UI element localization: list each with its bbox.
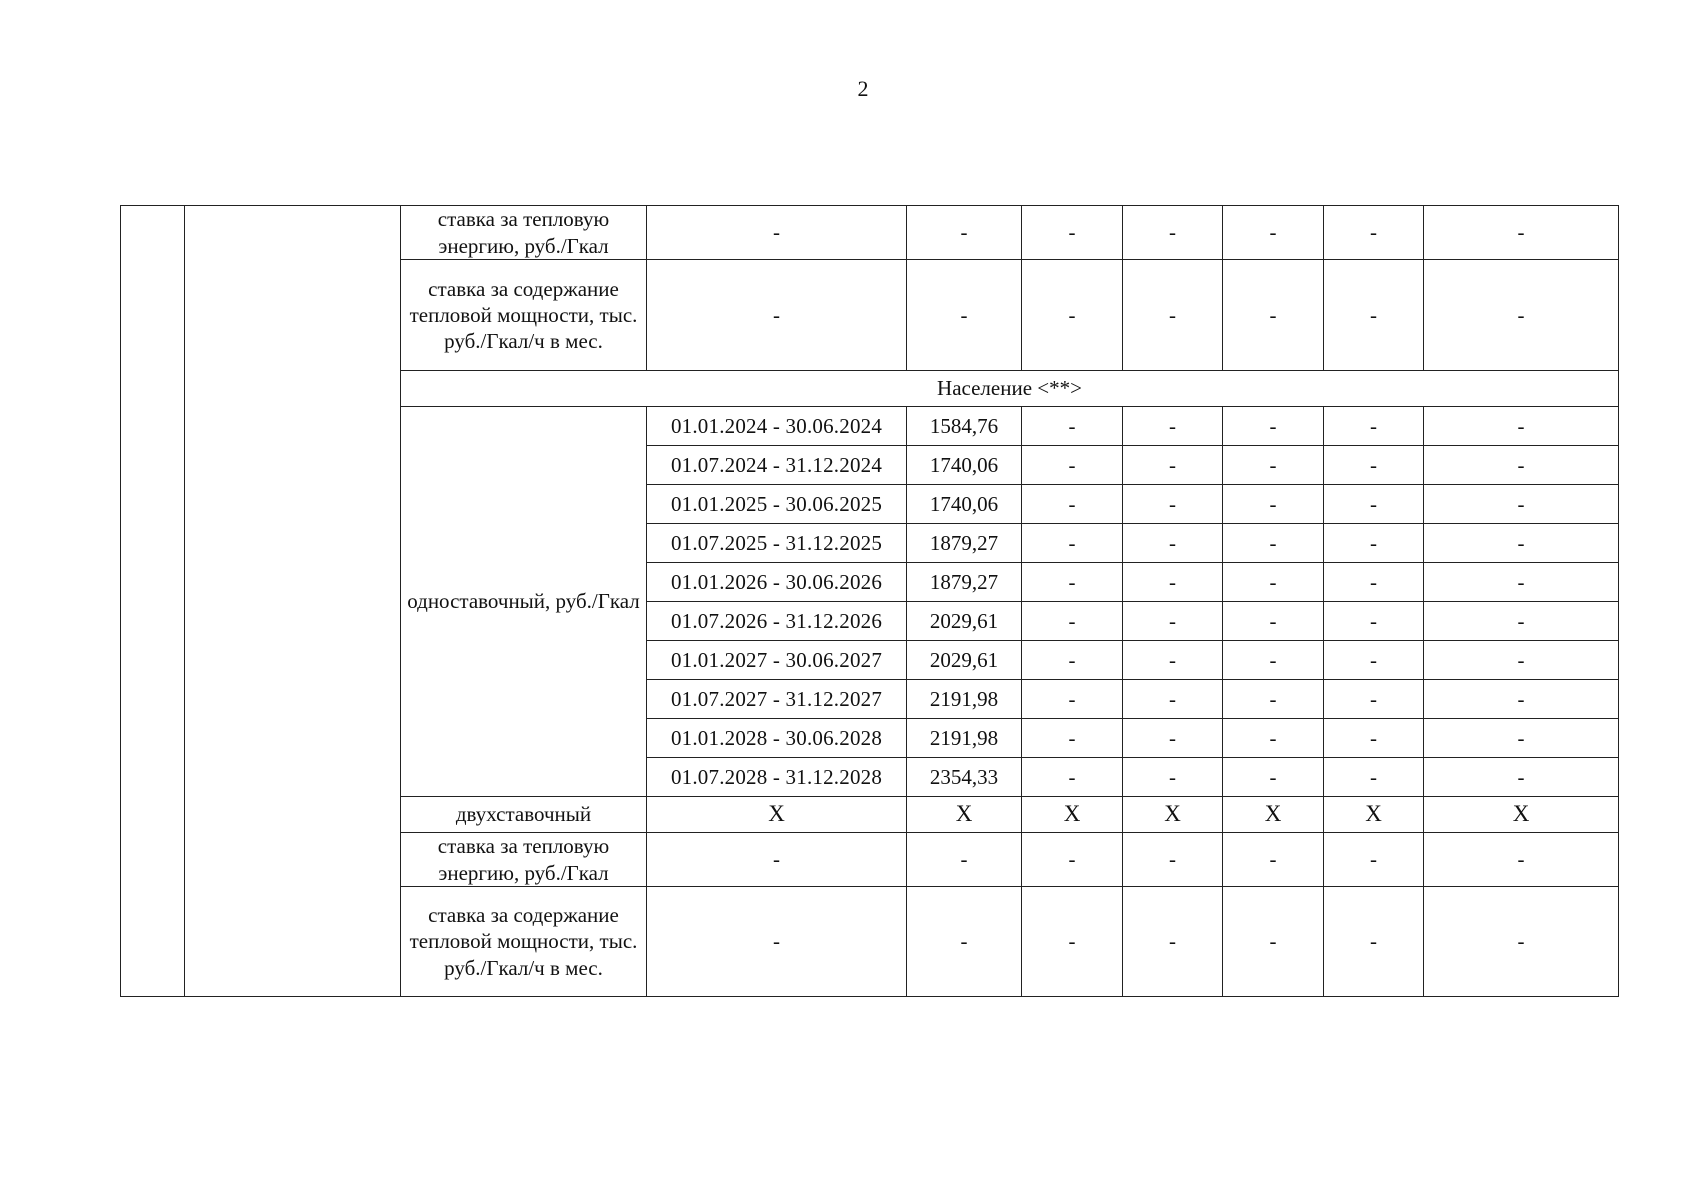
x-cell: X	[647, 797, 907, 833]
dash-cell: -	[1223, 563, 1324, 602]
dash-cell: -	[1223, 680, 1324, 719]
dash-cell: -	[907, 833, 1022, 887]
tariff-value-cell: 2029,61	[907, 602, 1022, 641]
row-label-capacity-rate: ставка за содержание тепловой мощности, тыс. руб./Гкал/ч в мес.	[401, 887, 647, 997]
dash-cell: -	[1324, 407, 1424, 446]
dash-cell: -	[1324, 641, 1424, 680]
dash-cell: -	[1022, 602, 1123, 641]
dash-cell: -	[1223, 833, 1324, 887]
dash-cell: -	[1424, 563, 1619, 602]
dash-cell: -	[1022, 485, 1123, 524]
dash-cell: -	[1223, 602, 1324, 641]
dash-cell: -	[1022, 407, 1123, 446]
period-cell: 01.07.2027 - 31.12.2027	[647, 680, 907, 719]
row-label-capacity-rate: ставка за содержание тепловой мощности, тыс. руб./Гкал/ч в мес.	[401, 260, 647, 371]
dash-cell: -	[907, 887, 1022, 997]
dash-cell: -	[1123, 887, 1223, 997]
period-cell: 01.07.2028 - 31.12.2028	[647, 758, 907, 797]
dash-cell: -	[1324, 524, 1424, 563]
dash-cell: -	[907, 260, 1022, 371]
dash-cell: -	[647, 260, 907, 371]
dash-cell: -	[1223, 407, 1324, 446]
dash-cell: -	[1324, 446, 1424, 485]
dash-cell: -	[1123, 641, 1223, 680]
tariff-table	[120, 205, 1619, 997]
dash-cell: -	[1022, 758, 1123, 797]
tariff-value-cell: 2354,33	[907, 758, 1022, 797]
empty-cell-organization	[185, 206, 401, 997]
dash-cell: -	[1223, 206, 1324, 260]
x-cell: X	[1324, 797, 1424, 833]
tariff-value-cell: 2191,98	[907, 680, 1022, 719]
row-label-two-rate: двухставочный	[401, 797, 647, 833]
dash-cell: -	[1324, 485, 1424, 524]
dash-cell: -	[1123, 758, 1223, 797]
dash-cell: -	[1223, 758, 1324, 797]
tariff-value-cell: 1879,27	[907, 563, 1022, 602]
tariff-value-cell: 2191,98	[907, 719, 1022, 758]
dash-cell: -	[1223, 446, 1324, 485]
dash-cell: -	[1022, 260, 1123, 371]
dash-cell: -	[1424, 887, 1619, 997]
tariff-value-cell: 1740,06	[907, 446, 1022, 485]
dash-cell: -	[1424, 524, 1619, 563]
dash-cell: -	[1022, 446, 1123, 485]
dash-cell: -	[1123, 719, 1223, 758]
page-number: 2	[857, 76, 869, 101]
dash-cell: -	[1324, 833, 1424, 887]
dash-cell: -	[1324, 563, 1424, 602]
section-heading-population: Население <**>	[401, 371, 1619, 407]
dash-cell: -	[1123, 524, 1223, 563]
dash-cell: -	[1022, 563, 1123, 602]
period-cell: 01.01.2027 - 30.06.2027	[647, 641, 907, 680]
dash-cell: -	[1324, 719, 1424, 758]
dash-cell: -	[1123, 680, 1223, 719]
dash-cell: -	[1424, 719, 1619, 758]
dash-cell: -	[1223, 524, 1324, 563]
period-cell: 01.07.2025 - 31.12.2025	[647, 524, 907, 563]
dash-cell: -	[1424, 833, 1619, 887]
dash-cell: -	[1324, 602, 1424, 641]
dash-cell: -	[1424, 641, 1619, 680]
dash-cell: -	[1324, 680, 1424, 719]
dash-cell: -	[1123, 206, 1223, 260]
dash-cell: -	[1324, 758, 1424, 797]
dash-cell: -	[1424, 680, 1619, 719]
dash-cell: -	[1223, 260, 1324, 371]
dash-cell: -	[647, 887, 907, 997]
dash-cell: -	[1022, 680, 1123, 719]
dash-cell: -	[1424, 206, 1619, 260]
row-label-energy-rate: ставка за тепловую энергию, руб./Гкал	[401, 833, 647, 887]
dash-cell: -	[1424, 446, 1619, 485]
period-cell: 01.01.2025 - 30.06.2025	[647, 485, 907, 524]
period-cell: 01.07.2026 - 31.12.2026	[647, 602, 907, 641]
dash-cell: -	[1223, 641, 1324, 680]
dash-cell: -	[1123, 407, 1223, 446]
dash-cell: -	[1424, 260, 1619, 371]
x-cell: X	[1123, 797, 1223, 833]
dash-cell: -	[1324, 887, 1424, 997]
tariff-value-cell: 1740,06	[907, 485, 1022, 524]
row-label-energy-rate: ставка за тепловую энергию, руб./Гкал	[401, 206, 647, 260]
period-cell: 01.01.2024 - 30.06.2024	[647, 407, 907, 446]
x-cell: X	[1022, 797, 1123, 833]
tariff-value-cell: 2029,61	[907, 641, 1022, 680]
dash-cell: -	[1123, 446, 1223, 485]
dash-cell: -	[1223, 485, 1324, 524]
row-label-single-rate: одноставочный, руб./Гкал	[401, 407, 647, 797]
dash-cell: -	[1424, 602, 1619, 641]
dash-cell: -	[1123, 485, 1223, 524]
dash-cell: -	[1123, 602, 1223, 641]
tariff-value-cell: 1879,27	[907, 524, 1022, 563]
tariff-value-cell: 1584,76	[907, 407, 1022, 446]
dash-cell: -	[1022, 719, 1123, 758]
x-cell: X	[907, 797, 1022, 833]
dash-cell: -	[647, 206, 907, 260]
empty-cell-number	[121, 206, 185, 997]
dash-cell: -	[1223, 887, 1324, 997]
x-cell: X	[1424, 797, 1619, 833]
dash-cell: -	[907, 206, 1022, 260]
x-cell: X	[1223, 797, 1324, 833]
dash-cell: -	[1022, 524, 1123, 563]
dash-cell: -	[1424, 407, 1619, 446]
dash-cell: -	[1022, 206, 1123, 260]
period-cell: 01.01.2028 - 30.06.2028	[647, 719, 907, 758]
dash-cell: -	[1324, 206, 1424, 260]
dash-cell: -	[1324, 260, 1424, 371]
dash-cell: -	[1123, 563, 1223, 602]
dash-cell: -	[1424, 758, 1619, 797]
dash-cell: -	[1022, 833, 1123, 887]
period-cell: 01.01.2026 - 30.06.2026	[647, 563, 907, 602]
dash-cell: -	[1223, 719, 1324, 758]
table-row	[121, 206, 1619, 260]
dash-cell: -	[1123, 833, 1223, 887]
period-cell: 01.07.2024 - 31.12.2024	[647, 446, 907, 485]
dash-cell: -	[1123, 260, 1223, 371]
dash-cell: -	[1022, 887, 1123, 997]
dash-cell: -	[1424, 485, 1619, 524]
dash-cell: -	[647, 833, 907, 887]
dash-cell: -	[1022, 641, 1123, 680]
